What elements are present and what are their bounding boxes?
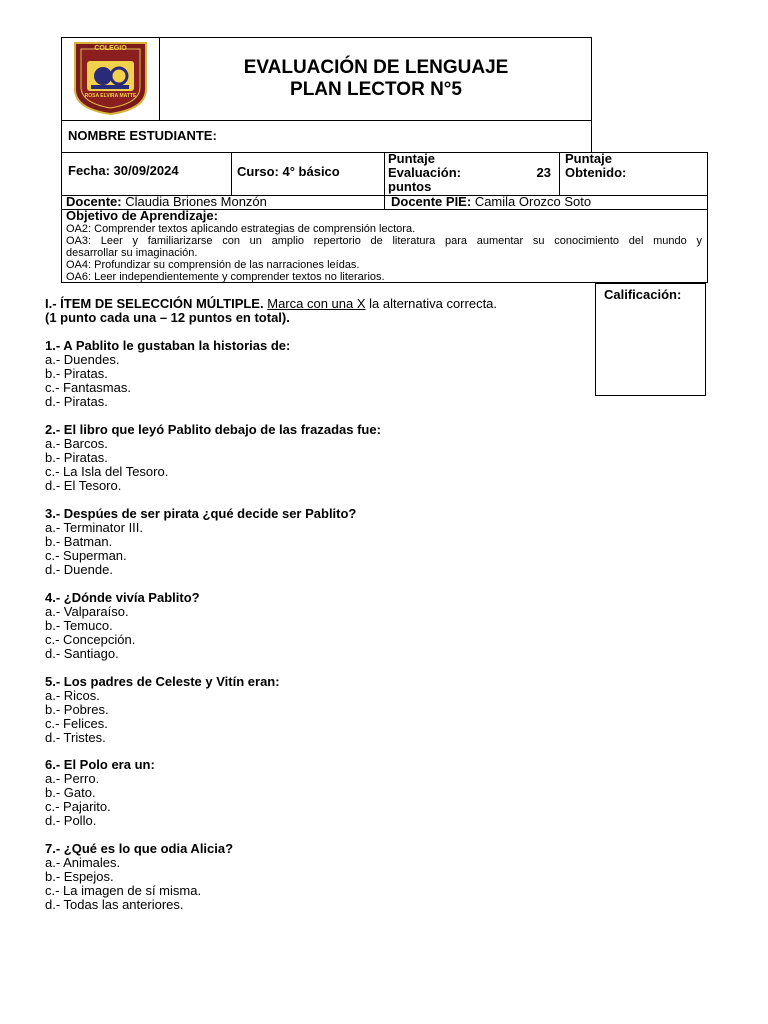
option-d[interactable]: d.- Duende. bbox=[45, 562, 113, 577]
section-instruction-rest: la alternativa correcta. bbox=[365, 296, 498, 311]
score-obtained-line-2: Obtenido: bbox=[565, 165, 627, 180]
logo-text-top: COLEGIO bbox=[94, 45, 127, 52]
option-b[interactable]: b.- Pobres. bbox=[45, 702, 109, 717]
option-a[interactable]: a.- Animales. bbox=[45, 855, 121, 870]
objective-oa4: OA4: Profundizar su comprensión de las narraciones leídas. bbox=[66, 259, 360, 271]
pie-teacher bbox=[391, 195, 591, 209]
objective-oa3 bbox=[66, 235, 702, 259]
score-eval-value: 23 bbox=[536, 165, 551, 180]
teacher-divider bbox=[384, 195, 385, 210]
option-b[interactable]: b.- Gato. bbox=[45, 785, 96, 800]
score-eval bbox=[388, 152, 553, 194]
score-eval-line-2: Evaluación: bbox=[388, 165, 461, 180]
score-obtained-line-1: Puntaje bbox=[565, 151, 612, 166]
option-a[interactable]: a.- Perro. bbox=[45, 771, 100, 786]
option-d[interactable]: d.- Santiago. bbox=[45, 646, 119, 661]
divider-3 bbox=[559, 152, 560, 196]
title-line-2: PLAN LECTOR N°5 bbox=[290, 79, 462, 100]
question-title: 7.- ¿Qué es lo que odia Alicia? bbox=[45, 841, 234, 856]
question-1 bbox=[45, 339, 290, 409]
section-header bbox=[45, 297, 497, 325]
objective-oa2: OA2: Comprender textos aplicando estrategias de comprensión lectora. bbox=[66, 223, 416, 235]
objective-oa3-line-1: OA3: Leer y familiarizarse con un amplio repertorio de literatura para aumentar su conocimiento del mundo y bbox=[66, 235, 702, 247]
divider-1 bbox=[231, 152, 232, 196]
option-b[interactable]: b.- Temuco. bbox=[45, 618, 113, 633]
option-b[interactable]: b.- Piratas. bbox=[45, 366, 108, 381]
option-a[interactable]: a.- Terminator III. bbox=[45, 520, 144, 535]
score-obtained bbox=[565, 152, 626, 180]
teacher bbox=[66, 195, 267, 209]
title-line-1: EVALUACIÓN DE LENGUAJE bbox=[243, 57, 509, 78]
teacher-name: Claudia Briones Monzón bbox=[125, 194, 267, 209]
question-5 bbox=[45, 675, 280, 745]
question-title: 5.- Los padres de Celeste y Vitín eran: bbox=[45, 674, 280, 689]
date-label: Fecha: 30/09/2024 bbox=[68, 163, 179, 178]
question-6 bbox=[45, 758, 155, 828]
grade-label: Calificación: bbox=[604, 287, 682, 302]
pie-label: Docente PIE: bbox=[391, 194, 472, 209]
option-a[interactable]: a.- Duendes. bbox=[45, 352, 120, 367]
option-b[interactable]: b.- Batman. bbox=[45, 534, 113, 549]
option-c[interactable]: c.- Pajarito. bbox=[45, 799, 111, 814]
question-title: 3.- Despúes de ser pirata ¿qué decide ser Pablito? bbox=[45, 506, 357, 521]
section-points: (1 punto cada una – 12 puntos en total). bbox=[45, 310, 290, 325]
page-title bbox=[160, 57, 592, 101]
section-title: I.- ÍTEM DE SELECCIÓN MÚLTIPLE. bbox=[45, 296, 264, 311]
option-c[interactable]: c.- Felices. bbox=[45, 716, 108, 731]
option-d[interactable]: d.- Todas las anteriores. bbox=[45, 897, 184, 912]
option-a[interactable]: a.- Barcos. bbox=[45, 436, 108, 451]
question-title: 4.- ¿Dónde vivía Pablito? bbox=[45, 590, 200, 605]
option-b[interactable]: b.- Piratas. bbox=[45, 450, 108, 465]
option-d[interactable]: d.- Tristes. bbox=[45, 730, 106, 745]
option-c[interactable]: c.- Superman. bbox=[45, 548, 127, 563]
option-d[interactable]: d.- El Tesoro. bbox=[45, 478, 122, 493]
question-title: 6.- El Polo era un: bbox=[45, 757, 155, 772]
question-title: 2.- El libro que leyó Pablito debajo de las frazadas fue: bbox=[45, 422, 381, 437]
question-4 bbox=[45, 591, 200, 661]
option-c[interactable]: c.- La Isla del Tesoro. bbox=[45, 464, 169, 479]
option-c[interactable]: c.- Fantasmas. bbox=[45, 380, 131, 395]
objectives-title: Objetivo de Aprendizaje: bbox=[66, 208, 218, 223]
option-a[interactable]: a.- Ricos. bbox=[45, 688, 100, 703]
question-7 bbox=[45, 842, 233, 912]
objective-oa6: OA6: Leer independientemente y comprender textos no literarios. bbox=[66, 271, 385, 283]
question-title: 1.- A Pablito le gustaban la historias de: bbox=[45, 338, 291, 353]
score-eval-line-1: Puntaje bbox=[388, 151, 435, 166]
section-instruction-underlined: Marca con una X bbox=[267, 296, 366, 311]
option-d[interactable]: d.- Pollo. bbox=[45, 813, 97, 828]
logo-text-bottom: ROSA ELVIRA MATTE bbox=[84, 93, 137, 99]
question-2 bbox=[45, 423, 381, 493]
objectives-content bbox=[66, 209, 702, 283]
school-logo bbox=[73, 41, 148, 116]
student-name-label: NOMBRE ESTUDIANTE: bbox=[68, 128, 217, 143]
option-c[interactable]: c.- Concepción. bbox=[45, 632, 136, 647]
question-3 bbox=[45, 507, 356, 577]
option-d[interactable]: d.- Piratas. bbox=[45, 394, 108, 409]
option-a[interactable]: a.- Valparaíso. bbox=[45, 604, 129, 619]
objective-oa3-line-2: desarrollar su imaginación. bbox=[66, 247, 198, 259]
option-c[interactable]: c.- La imagen de sí misma. bbox=[45, 883, 202, 898]
option-b[interactable]: b.- Espejos. bbox=[45, 869, 114, 884]
divider-2 bbox=[384, 152, 385, 196]
teacher-label: Docente: bbox=[66, 194, 122, 209]
course-label: Curso: 4° básico bbox=[237, 164, 340, 179]
score-eval-line-3: puntos bbox=[388, 179, 432, 194]
pie-name: Camila Orozco Soto bbox=[474, 194, 592, 209]
